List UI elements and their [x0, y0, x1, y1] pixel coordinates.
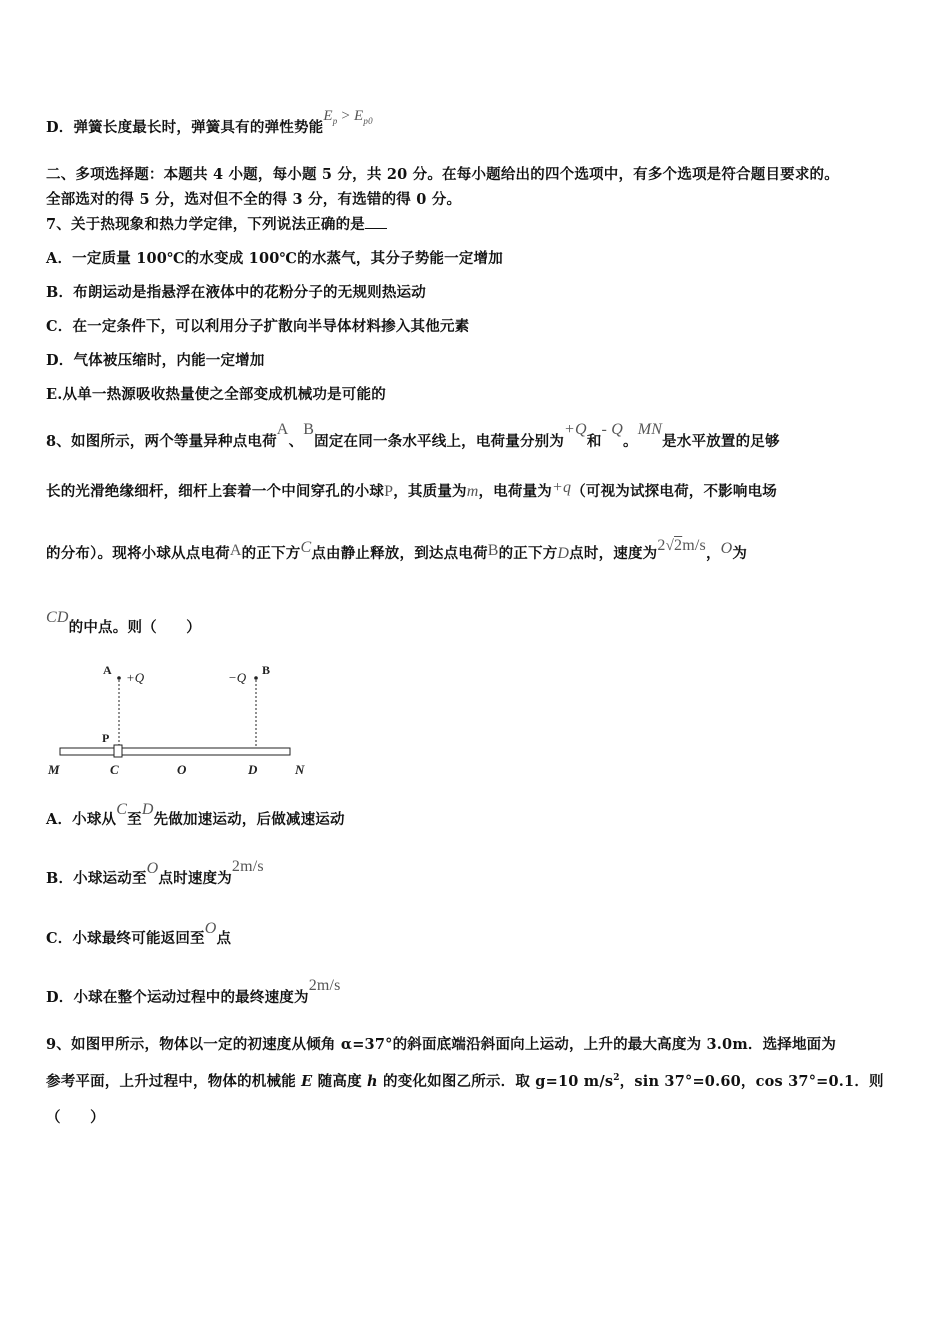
q7-option-a: A．一定质量 100℃的水变成 100℃的水蒸气，其分子势能一定增加: [46, 250, 503, 267]
section2-line1: 二、多项选择题：本题共 4 小题，每小题 5 分，共 20 分。在每小题给出的四个选项中，有多个选项是符合题目要求的。: [46, 166, 839, 183]
q7-option-c: C．在一定条件下，可以利用分子扩散向半导体材料掺入其他元素: [46, 318, 470, 335]
q9-line1: 9、如图甲所示，物体以一定的初速度从倾角 α=37°的斜面底端沿斜面向上运动，上升的最大高度为 3.0m．选择地面为: [46, 1036, 837, 1053]
ep-symbol: $E_p > E_{p0}$: [323, 108, 373, 126]
q7-option-b: B．布朗运动是指悬浮在液体中的花粉分子的无规则热运动: [46, 284, 426, 301]
charge-a-dot: [117, 676, 121, 680]
fig-label-plus-q: +Q: [126, 670, 145, 685]
q7-option-d: D．气体被压缩时，内能一定增加: [46, 352, 265, 369]
fig-label-m: M: [48, 762, 60, 777]
q8-option-c: C．小球最终可能返回至O点: [46, 920, 232, 947]
answer-blank: [365, 216, 387, 229]
charge-b-label: B: [303, 421, 315, 438]
q8-option-d: D．小球在整个运动过程中的最终速度为2m/s: [46, 977, 341, 1006]
q7-option-e: E.从单一热源吸收热量使之全部变成机械功是可能的: [46, 386, 386, 403]
q9-line3: （ ）: [46, 1109, 105, 1126]
charge-b-dot: [254, 676, 258, 680]
fig-label-p: P: [102, 731, 110, 745]
fig-label-d: D: [248, 762, 258, 777]
fig-label-a: A: [103, 663, 112, 677]
plus-small-q-symbol: +q: [551, 479, 572, 496]
p-symbol: P: [384, 483, 394, 500]
q8-line4: CD的中点。则（ ）: [46, 609, 201, 636]
q8-option-b: B．小球运动至O点时速度为2m/s: [46, 858, 264, 887]
section2-line2: 全部选对的得 5 分，选对但不全的得 3 分，有选错的得 0 分。: [46, 191, 462, 208]
q9-line2: 参考平面，上升过程中，物体的机械能 E 随高度 h 的变化如图乙所示．取 g=10 $m/s^2$，sin 37°=0.60，cos 37°=0.1．则: [46, 1073, 884, 1090]
q8-line1: 8、如图所示，两个等量异种点电荷A、B固定在同一条水平线上，电荷量分别为+Q和- Q。MN是水平放置的足够: [46, 421, 780, 450]
fig-label-minus-q: −Q: [228, 670, 247, 685]
q8-option-a: A．小球从C至D先做加速运动，后做减速运动: [46, 801, 345, 828]
q8-line3: 的分布）。现将小球从点电荷A的正下方C点由静止释放，到达点电荷B的正下方D点时，速度为2√2m/s，O为: [46, 537, 748, 562]
q8-figure: [40, 656, 330, 780]
o-symbol: O: [720, 540, 733, 557]
q8-line2: 长的光滑绝缘细杆，细杆上套着一个中间穿孔的小球P，其质量为m，电荷量为+q（可视为试探电荷，不影响电场: [46, 479, 777, 500]
height-symbol: h: [367, 1073, 378, 1090]
fig-label-n: N: [295, 762, 305, 777]
mn-symbol: MN: [637, 421, 663, 438]
rod: [60, 748, 290, 755]
fig-label-c: C: [110, 762, 119, 777]
q6-option-d: [46, 108, 373, 138]
fig-label-b: B: [262, 663, 271, 677]
cd-symbol: CD: [46, 609, 69, 626]
q7-stem-text: 7、关于热现象和热力学定律，下列说法正确的是: [46, 216, 365, 233]
fig-label-o: O: [177, 762, 187, 777]
q7-stem: [46, 213, 387, 234]
mass-symbol: m: [466, 483, 479, 500]
minus-q-symbol: - Q: [601, 421, 623, 438]
ball-p: [114, 745, 122, 757]
speed-value: 2√2m/s: [657, 537, 706, 554]
charge-a-label: A: [276, 421, 289, 438]
d-symbol: D: [557, 545, 570, 562]
energy-symbol: E: [301, 1073, 313, 1090]
plus-q-symbol: +Q: [564, 421, 587, 438]
q6-option-d-text: D．弹簧长度最长时，弹簧具有的弹性势能: [46, 119, 324, 136]
c-symbol: C: [300, 539, 312, 556]
